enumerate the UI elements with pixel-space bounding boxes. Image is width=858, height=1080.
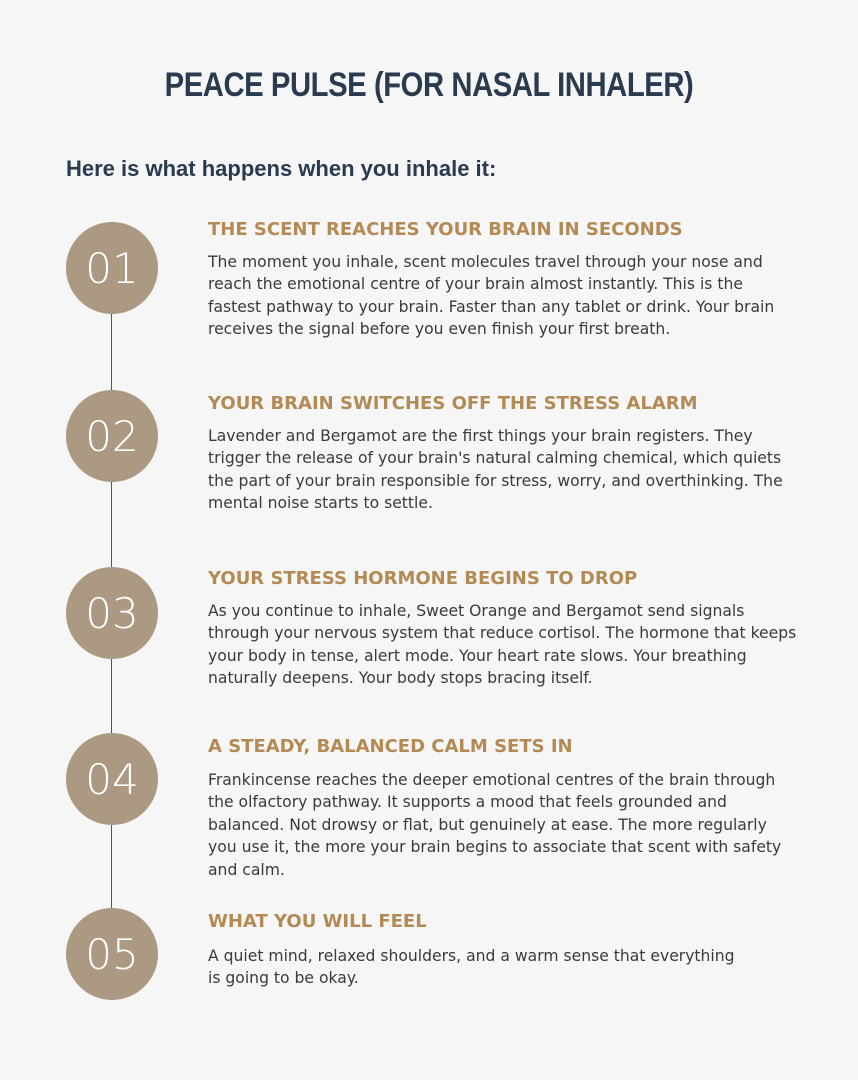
step-number-badge: 01 <box>66 222 158 314</box>
step-description: As you continue to inhale, Sweet Orange and Bergamot send signals through your nervous system that reduce cortisol. The hormone that keeps your body in tense, alert mode. Your heart rate slows. Your breathing naturally deepens. Your body stops bracing itself. <box>208 602 797 688</box>
step-description: Frankincense reaches the deeper emotional centres of the brain through the olfactory pathway. It supports a mood that feels grounded and balanced. Not drowsy or flat, but genuinely at ease. The more regularly you use it, the more your brain begins to associate that scent with safety and calm. <box>208 771 782 879</box>
step-heading: THE SCENT REACHES YOUR BRAIN IN SECONDS <box>208 219 683 240</box>
step-heading: WHAT YOU WILL FEEL <box>208 911 427 932</box>
step-number-badge: 02 <box>66 390 158 482</box>
step-number-badge: 03 <box>66 567 158 659</box>
step-number-badge: 05 <box>66 908 158 1000</box>
step-heading: YOUR BRAIN SWITCHES OFF THE STRESS ALARM <box>208 393 698 414</box>
page-title: PEACE PULSE (FOR NASAL INHALER) <box>164 66 694 104</box>
step-description: A quiet mind, relaxed shoulders, and a warm sense that everything is going to be okay. <box>208 947 735 988</box>
step-heading: A STEADY, BALANCED CALM SETS IN <box>208 736 573 757</box>
step-heading: YOUR STRESS HORMONE BEGINS TO DROP <box>208 568 638 589</box>
step-description: Lavender and Bergamot are the first things your brain registers. They trigger the release of your brain's natural calming chemical, which quiets the part of your brain responsible for stress, worry, and overthinking. The mental noise starts to settle. <box>208 427 783 513</box>
step-number-badge: 04 <box>66 733 158 825</box>
page-subtitle: Here is what happens when you inhale it: <box>66 156 497 181</box>
step-description: The moment you inhale, scent molecules travel through your nose and reach the emotional centre of your brain almost instantly. This is the fastest pathway to your brain. Faster than any tablet or drink. Your brain receives the signal before you even finish your first breath. <box>208 253 775 339</box>
